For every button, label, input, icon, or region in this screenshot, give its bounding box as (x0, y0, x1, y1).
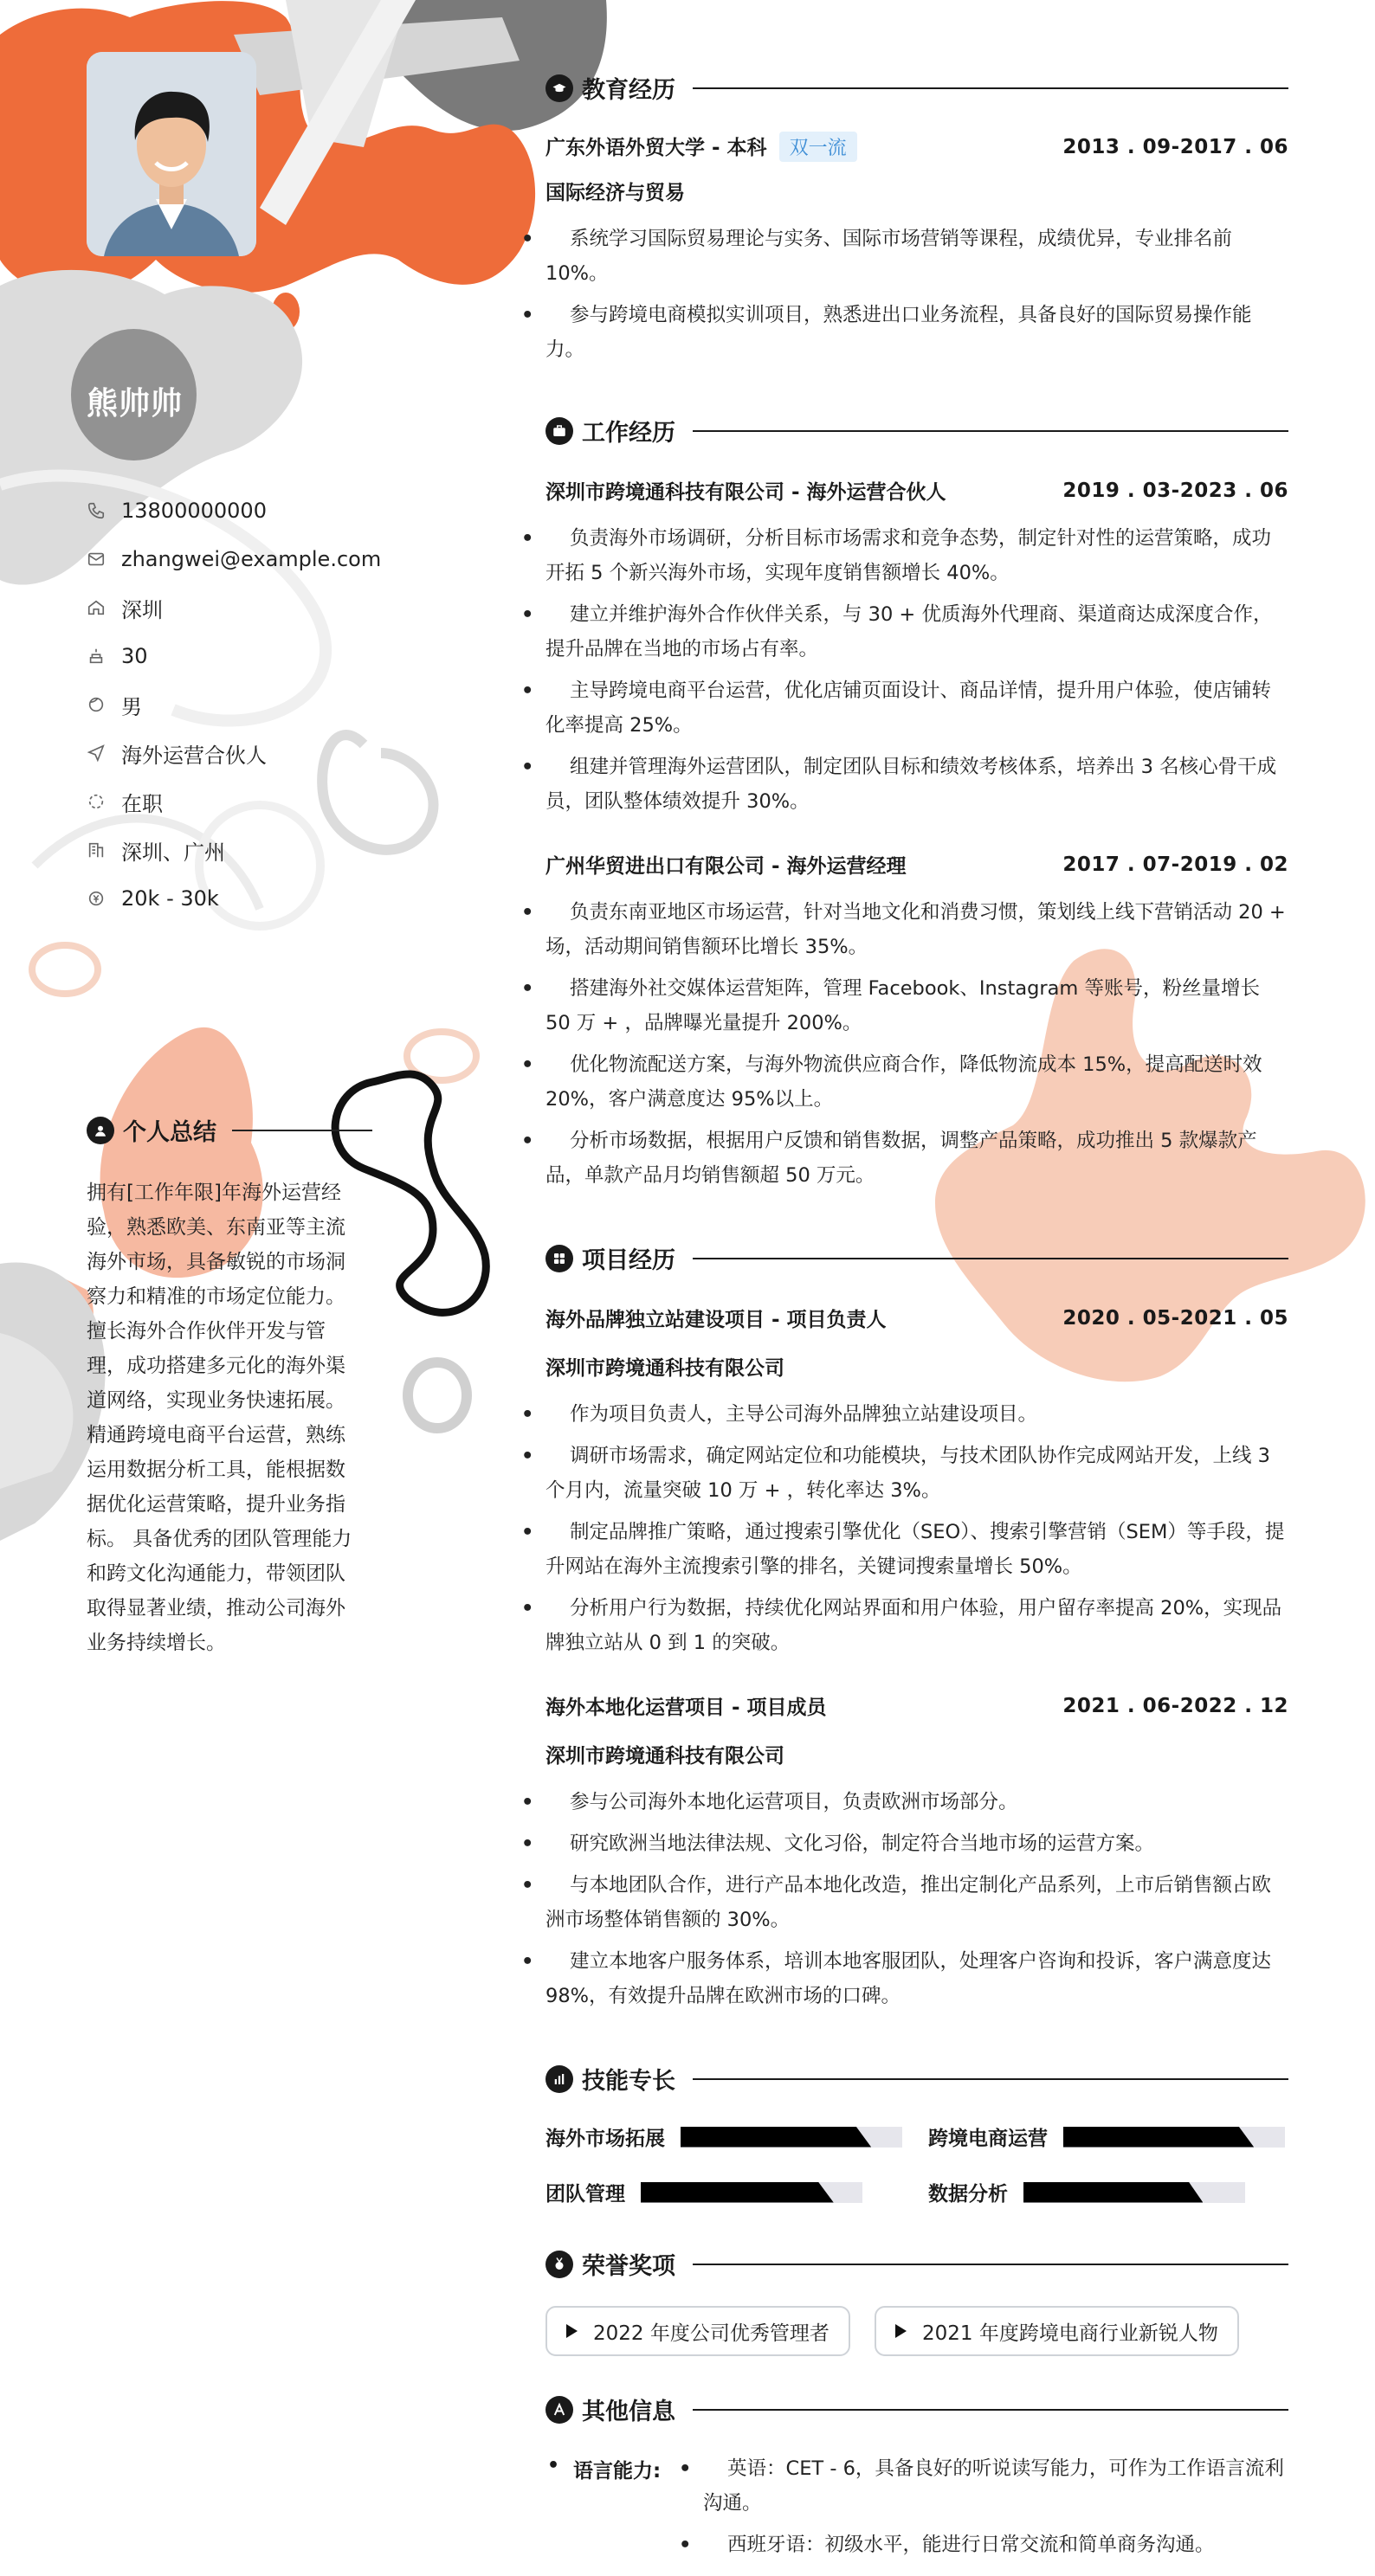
age-icon (87, 647, 106, 666)
section-title: 荣誉奖项 (582, 2253, 675, 2280)
project-title: 海外本地化运营项目 - 项目成员 (545, 1697, 827, 1719)
job-date: 2019 . 03-2023 . 06 (1062, 479, 1288, 502)
project-date: 2020 . 05-2021 . 05 (1062, 1306, 1288, 1330)
job-row (545, 850, 1288, 879)
info-text: 男 (121, 694, 142, 719)
job-row (545, 476, 1288, 505)
job-bullets (545, 521, 1288, 826)
grid-icon (545, 1245, 573, 1272)
education-bullets (545, 222, 1288, 374)
contact-info (87, 486, 450, 923)
list-item: • 负责海外市场调研，分析目标市场需求和竞争态势，制定针对性的运营策略，成功开拓 5 个新兴海外市场，实现年度销售额增长 40%。 (545, 521, 1288, 590)
section-title: 个人总结 (123, 1119, 216, 1146)
home-icon (87, 598, 106, 617)
status-icon (87, 792, 106, 811)
info-status (87, 777, 450, 826)
info-text: 30 (121, 644, 148, 668)
font-icon (545, 2396, 573, 2424)
honors-heading (545, 2247, 1288, 2281)
list-item: • 分析市场数据，根据用户反馈和销售数据，调整产品策略，成功推出 5 款爆款产品，单款产品月均销售额超 50 万元。 (545, 1124, 1288, 1193)
mail-icon (87, 550, 106, 569)
project-row (545, 1691, 1288, 1720)
info-text: 深圳、广州 (121, 840, 225, 865)
list-item: • 负责东南亚地区市场运营，针对当地文化和消费习惯，策划线上线下营销活动 20 + 场，活动期间销售额环比增长 35%。 (545, 895, 1288, 964)
project-title: 海外品牌独立站建设项目 - 项目负责人 (545, 1309, 887, 1331)
award-text: 2022 年度公司优秀管理者 (593, 2322, 830, 2345)
summary-text: 拥有[工作年限]年海外运营经验，熟悉欧美、东南亚等主流海外市场，具备敏锐的市场洞察力和精准的市场定位能力。擅长海外合作伙伴开发与管理，成功搭建多元化的海外渠道网络，实现业务快速拓展。精通跨境电商平台运营，熟练运用数据分析工具，能根据数据优化运营策略，提升业务指标。 具备优秀的团队管理能力和跨文化沟通能力，带领团队取得显著业绩，推动公司海外业务持续增长。 (87, 1182, 352, 1654)
education-heading (545, 71, 1288, 105)
info-salary (87, 874, 450, 923)
section-divider (693, 1258, 1288, 1259)
skill-bar (641, 2182, 862, 2203)
section-title: 工作经历 (582, 420, 675, 447)
info-city (87, 583, 450, 632)
skill-bar (681, 2127, 902, 2148)
project-date: 2021 . 06-2022 . 12 (1062, 1694, 1288, 1717)
other-heading (545, 2392, 1288, 2426)
list-item: • 搭建海外社交媒体运营矩阵，管理 Facebook、Instagram 等账号，粉丝量增长 50 万 + ，品牌曝光量提升 200%。 (545, 971, 1288, 1040)
info-text: 20k - 30k (121, 886, 219, 911)
projects-heading (545, 1241, 1288, 1275)
building-icon (87, 840, 106, 860)
project-company: 深圳市跨境通科技有限公司 (545, 1745, 784, 1768)
section-divider (693, 430, 1288, 432)
info-phone (87, 486, 450, 535)
avatar (87, 52, 256, 256)
skill-bar-fill (1023, 2182, 1203, 2203)
section-title: 技能专长 (582, 2068, 675, 2095)
summary-heading (87, 1113, 372, 1147)
list-item: • 优化物流配送方案，与海外物流供应商合作，降低物流成本 15%，提高配送时效 20%，客户满意度达 95%以上。 (545, 1047, 1288, 1117)
gender-icon (87, 695, 106, 714)
user-icon (87, 1117, 114, 1144)
school-tag: 双一流 (779, 132, 857, 162)
project-company: 深圳市跨境通科技有限公司 (545, 1357, 784, 1380)
info-text: 深圳 (121, 597, 163, 622)
skill-name: 数据分析 (928, 2183, 1008, 2206)
graduation-cap-icon (545, 74, 573, 102)
award-chip (545, 2306, 850, 2356)
list-item: • 制定品牌推广策略，通过搜索引擎优化（SEO）、搜索引擎营销（SEM）等手段，提升网站在海外主流搜索引擎的排名，关键词搜索量增长 50%。 (545, 1515, 1288, 1584)
job-bullets (545, 895, 1288, 1200)
skill-item (928, 2122, 1285, 2151)
skill-bar-fill (681, 2127, 871, 2148)
education-major: 国际经济与贸易 (545, 182, 685, 204)
info-text: zhangwei@example.com (121, 547, 382, 571)
play-icon (566, 2324, 578, 2338)
education-date: 2013 . 09-2017 . 06 (1062, 135, 1288, 158)
skill-item (545, 2122, 902, 2151)
play-icon (895, 2324, 907, 2338)
phone-icon (87, 501, 106, 520)
skill-item (545, 2178, 862, 2206)
project-row (545, 1304, 1288, 1332)
skill-bar (1063, 2127, 1285, 2148)
section-divider (693, 87, 1288, 89)
list-item: • 西班牙语：初级水平，能进行日常交流和简单商务沟通。 (703, 2528, 1288, 2562)
section-divider (232, 1130, 372, 1131)
bar-chart-icon (545, 2065, 573, 2093)
list-item: • 调研市场需求，确定网站定位和功能模块，与技术团队协作完成网站开发，上线 3 个月内，流量突破 10 万 + ，转化率达 3%。 (545, 1439, 1288, 1508)
briefcase-icon (545, 417, 573, 445)
skill-name: 团队管理 (545, 2183, 625, 2206)
list-item: • 建立本地客户服务体系，培训本地客服团队，处理客户咨询和投诉，客户满意度达 98%，有效提升品牌在欧洲市场的口碑。 (545, 1944, 1288, 2013)
profile-name: 熊帅帅 (87, 386, 184, 422)
section-divider (693, 2264, 1288, 2265)
info-text: 在职 (121, 791, 163, 816)
skill-item (928, 2178, 1245, 2206)
info-work-city (87, 826, 450, 874)
project-bullets (545, 1397, 1288, 1667)
info-position (87, 729, 450, 777)
list-item: • 作为项目负责人，主导公司海外品牌独立站建设项目。 (545, 1397, 1288, 1432)
send-icon (87, 744, 106, 763)
info-text: 海外运营合伙人 (121, 743, 267, 768)
job-title: 深圳市跨境通科技有限公司 - 海外运营合伙人 (545, 481, 946, 504)
school-text: 广东外语外贸大学 - 本科 (545, 137, 767, 159)
list-item: • 与本地团队合作，进行产品本地化改造，推出定制化产品系列，上市后销售额占欧洲市场整体销售额的 30%。 (545, 1868, 1288, 1937)
job-title: 广州华贸进出口有限公司 - 海外运营经理 (545, 855, 907, 878)
medal-icon (545, 2251, 573, 2278)
section-divider (693, 2078, 1288, 2080)
award-chip (875, 2306, 1239, 2356)
skill-name: 跨境电商运营 (928, 2128, 1048, 2150)
list-item: • 研究欧洲当地法律法规、文化习俗，制定符合当地市场的运营方案。 (545, 1826, 1288, 1861)
language-bullet: • (547, 2455, 560, 2476)
job-date: 2017 . 07-2019 . 02 (1062, 853, 1288, 876)
list-item: • 主导跨境电商平台运营，优化店铺页面设计、商品详情，提升用户体验，使店铺转化率提高 25%。 (545, 673, 1288, 743)
project-bullets (545, 1785, 1288, 2020)
skills-heading (545, 2062, 1288, 2096)
section-title: 其他信息 (582, 2399, 675, 2425)
work-heading (545, 414, 1288, 448)
school-name (545, 132, 857, 162)
list-item: • 分析用户行为数据，持续优化网站界面和用户体验，用户留存率提高 20%，实现品牌独立站从 0 到 1 的突破。 (545, 1591, 1288, 1660)
list-item: • 英语：CET - 6，具备良好的听说读写能力，可作为工作语言流利沟通。 (703, 2451, 1288, 2521)
skill-name: 海外市场拓展 (545, 2128, 665, 2150)
avatar-portrait-icon (87, 52, 256, 256)
info-gender (87, 680, 450, 729)
section-title: 项目经历 (582, 1247, 675, 1274)
info-email (87, 535, 450, 583)
salary-icon (87, 889, 106, 908)
skill-bar-fill (641, 2182, 834, 2203)
list-item: • 参与公司海外本地化运营项目，负责欧洲市场部分。 (545, 1785, 1288, 1819)
list-item: • 系统学习国际贸易理论与实务、国际市场营销等课程，成绩优异，专业排名前 10%。 (545, 222, 1288, 291)
info-age (87, 632, 450, 680)
list-item: • 参与跨境电商模拟实训项目，熟悉进出口业务流程，具备良好的国际贸易操作能力。 (545, 298, 1288, 367)
section-divider (693, 2409, 1288, 2411)
list-item: • 组建并管理海外运营团队，制定团队目标和绩效考核体系，培养出 3 名核心骨干成员，团队整体绩效提升 30%。 (545, 750, 1288, 819)
info-text: 13800000000 (121, 499, 267, 523)
language-list (703, 2451, 1288, 2569)
skill-bar (1023, 2182, 1245, 2203)
section-title: 教育经历 (582, 77, 675, 104)
education-row (545, 132, 1288, 162)
skill-bar-fill (1063, 2127, 1254, 2148)
award-text: 2021 年度跨境电商行业新锐人物 (922, 2322, 1218, 2345)
language-label: 语言能力: (573, 2460, 662, 2483)
list-item: • 建立并维护海外合作伙伴关系，与 30 + 优质海外代理商、渠道商达成深度合作，提升品牌在当地的市场占有率。 (545, 597, 1288, 667)
